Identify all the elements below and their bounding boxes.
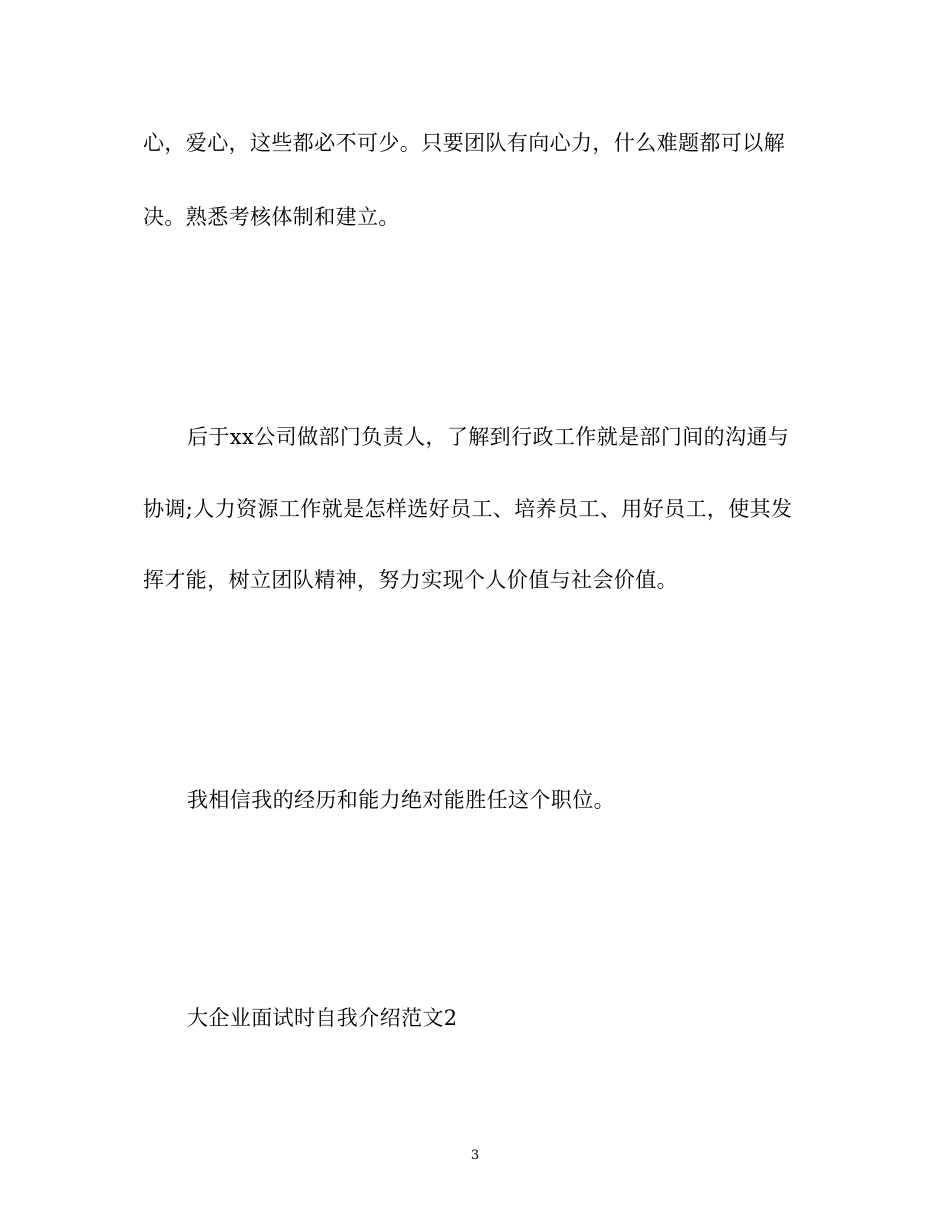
paragraph-1-line-2: 决。熟悉考核体制和建立。 xyxy=(143,205,400,229)
page-number: 3 xyxy=(470,1148,480,1163)
paragraph-1-line-1: 心，爱心，这些都必不可少。只要团队有向心力，什么难题都可以解 xyxy=(143,131,785,155)
paragraph-2-line-3: 挥才能，树立团队精神，努力实现个人价值与社会价值。 xyxy=(143,568,678,592)
section-heading: 大企业面试时自我介绍范文2 xyxy=(187,1006,458,1030)
paragraph-2-line-2: 协调;人力资源工作就是怎样选好员工、培养员工、用好员工，使其发 xyxy=(143,497,793,521)
paragraph-3-line-1: 我相信我的经历和能力绝对能胜任这个职位。 xyxy=(187,788,615,812)
paragraph-2-line-1: 后于xx公司做部门负责人，了解到行政工作就是部门间的沟通与 xyxy=(187,425,790,449)
